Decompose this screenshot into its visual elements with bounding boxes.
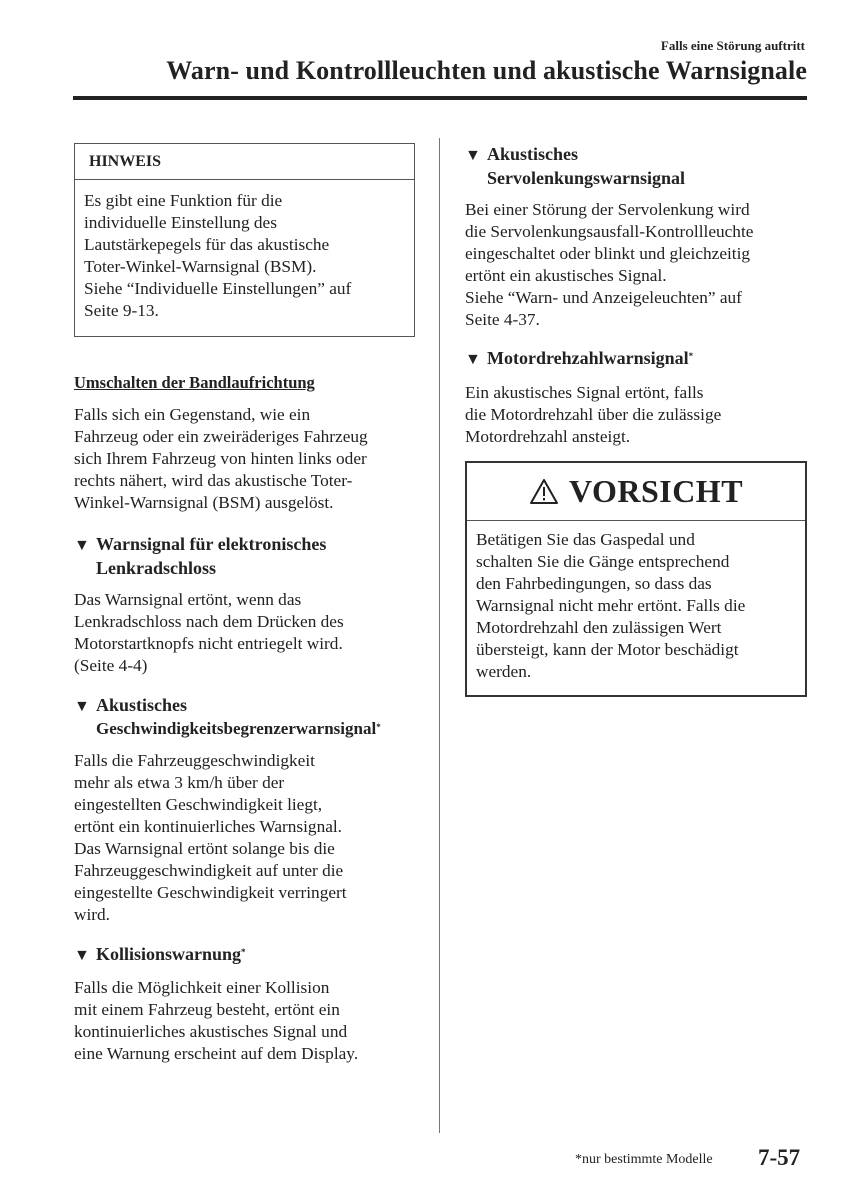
text-line: ertönt ein kontinuierliches Warnsignal.	[74, 817, 343, 836]
servo-text	[465, 199, 753, 331]
band-text	[74, 404, 419, 514]
triangle-down-icon: ▼	[74, 947, 90, 964]
triangle-down-icon: ▼	[74, 698, 90, 715]
text-line: eingestellten Geschwindigkeit liegt,	[74, 795, 323, 814]
motor-heading	[465, 347, 693, 371]
header-rule	[73, 96, 807, 100]
heading-text: Warnsignal für elektronisches	[96, 534, 327, 554]
text-line: Bei einer Störung der Servolenkung wird	[465, 200, 750, 219]
text-line: eingestellte Geschwindigkeit verringert	[74, 883, 347, 902]
text-line: Siehe “Warn- und Anzeigeleuchten” auf	[465, 288, 742, 307]
text-line: Seite 4-37.	[465, 310, 540, 329]
geschw-text	[74, 750, 347, 926]
triangle-down-icon: ▼	[465, 351, 481, 368]
band-heading: Umschalten der Bandlaufrichtung	[74, 373, 315, 392]
text-line: Falls sich ein Gegenstand, wie ein	[74, 405, 311, 424]
hinweis-text	[75, 180, 414, 322]
vorsicht-label: VORSICHT	[568, 473, 744, 509]
text-line: Warnsignal nicht mehr ertönt. Falls die	[476, 596, 746, 615]
text-line: Falls die Fahrzeuggeschwindigkeit	[74, 751, 315, 770]
text-line: Lenkradschloss nach dem Drücken des	[74, 612, 344, 631]
text-line: sich Ihrem Fahrzeug von hinten links oder	[74, 449, 367, 468]
model-footnote-mark: *	[241, 947, 246, 957]
text-line: übersteigt, kann der Motor beschädigt	[476, 640, 739, 659]
text-line: die Servolenkungsausfall-Kontrollleuchte	[465, 222, 754, 241]
heading-text: Geschwindigkeitsbegrenzerwarnsignal	[96, 719, 377, 738]
text-line: ertönt ein akustisches Signal.	[465, 266, 667, 285]
text-line: mehr als etwa 3 km/h über der	[74, 773, 285, 792]
heading-text: Motordrehzahlwarnsignal	[487, 348, 689, 368]
text-line: Motordrehzahl den zulässigen Wert	[476, 618, 722, 637]
text-line: wird.	[74, 905, 110, 924]
heading-text: Akustisches	[96, 695, 188, 715]
text-line: Das Warnsignal ertönt, wenn das	[74, 590, 302, 609]
footnote: *nur bestimmte Modelle	[575, 1152, 713, 1167]
text-line: Fahrzeug oder ein zweiräderiges Fahrzeug	[74, 427, 368, 446]
vorsicht-text	[467, 521, 805, 683]
hinweis-box	[74, 143, 415, 337]
hinweis-line: Siehe “Individuelle Einstellungen” auf	[84, 279, 352, 298]
lenkrad-heading	[74, 533, 326, 579]
text-line: den Fahrbedingungen, so dass das	[476, 574, 712, 593]
text-line: schalten Sie die Gänge entsprechend	[476, 552, 730, 571]
text-line: Motordrehzahl ansteigt.	[465, 427, 631, 446]
warning-triangle-icon	[529, 478, 559, 505]
column-divider	[439, 138, 440, 1133]
text-line: Motorstartknopfs nicht entriegelt wird.	[74, 634, 343, 653]
hinweis-line: Lautstärkepegels für das akustische	[84, 235, 330, 254]
text-line: die Motordrehzahl über die zulässige	[465, 405, 722, 424]
kollision-text	[74, 977, 358, 1065]
kollision-heading	[74, 943, 246, 967]
heading-text: Servolenkungswarnsignal	[487, 168, 686, 188]
text-line: eingeschaltet oder blinkt und gleichzeitig	[465, 244, 751, 263]
geschw-heading	[74, 694, 381, 740]
text-line: (Seite 4-4)	[74, 656, 148, 675]
text-line: mit einem Fahrzeug besteht, ertönt ein	[74, 1000, 340, 1019]
text-line: Falls die Möglichkeit einer Kollision	[74, 978, 330, 997]
text-line: rechts nähert, wird das akustische Toter-	[74, 471, 353, 490]
section-label: Falls eine Störung auftritt	[660, 38, 805, 53]
triangle-down-icon: ▼	[74, 537, 90, 554]
servo-heading	[465, 143, 685, 189]
text-line: Das Warnsignal ertönt solange bis die	[74, 839, 335, 858]
text-line: werden.	[476, 662, 532, 681]
text-line: Winkel-Warnsignal (BSM) ausgelöst.	[74, 493, 334, 512]
lenkrad-text	[74, 589, 344, 677]
text-line: Betätigen Sie das Gaspedal und	[476, 530, 695, 549]
motor-text	[465, 382, 721, 448]
heading-text: Akustisches	[487, 144, 579, 164]
hinweis-line: Es gibt eine Funktion für die	[84, 191, 283, 210]
page-title: Warn- und Kontrollleuchten und akustische Warnsignale	[166, 56, 807, 85]
text-line: eine Warnung erscheint auf dem Display.	[74, 1044, 359, 1063]
text-line: Ein akustisches Signal ertönt, falls	[465, 383, 704, 402]
hinweis-label: HINWEIS	[75, 144, 414, 180]
heading-text: Kollisionswarnung	[96, 944, 242, 964]
text-line: Fahrzeuggeschwindigkeit auf unter die	[74, 861, 344, 880]
model-footnote-mark: *	[376, 722, 381, 732]
page-number: 7-57	[758, 1145, 801, 1170]
hinweis-line: Seite 9-13.	[84, 301, 159, 320]
vorsicht-header	[467, 463, 805, 521]
vorsicht-box	[465, 461, 807, 697]
text-line: kontinuierliches akustisches Signal und	[74, 1022, 348, 1041]
heading-text: Lenkradschloss	[96, 558, 217, 578]
model-footnote-mark: *	[688, 351, 694, 361]
hinweis-line: individuelle Einstellung des	[84, 213, 277, 232]
hinweis-line: Toter-Winkel-Warnsignal (BSM).	[84, 257, 317, 276]
triangle-down-icon: ▼	[465, 147, 481, 164]
